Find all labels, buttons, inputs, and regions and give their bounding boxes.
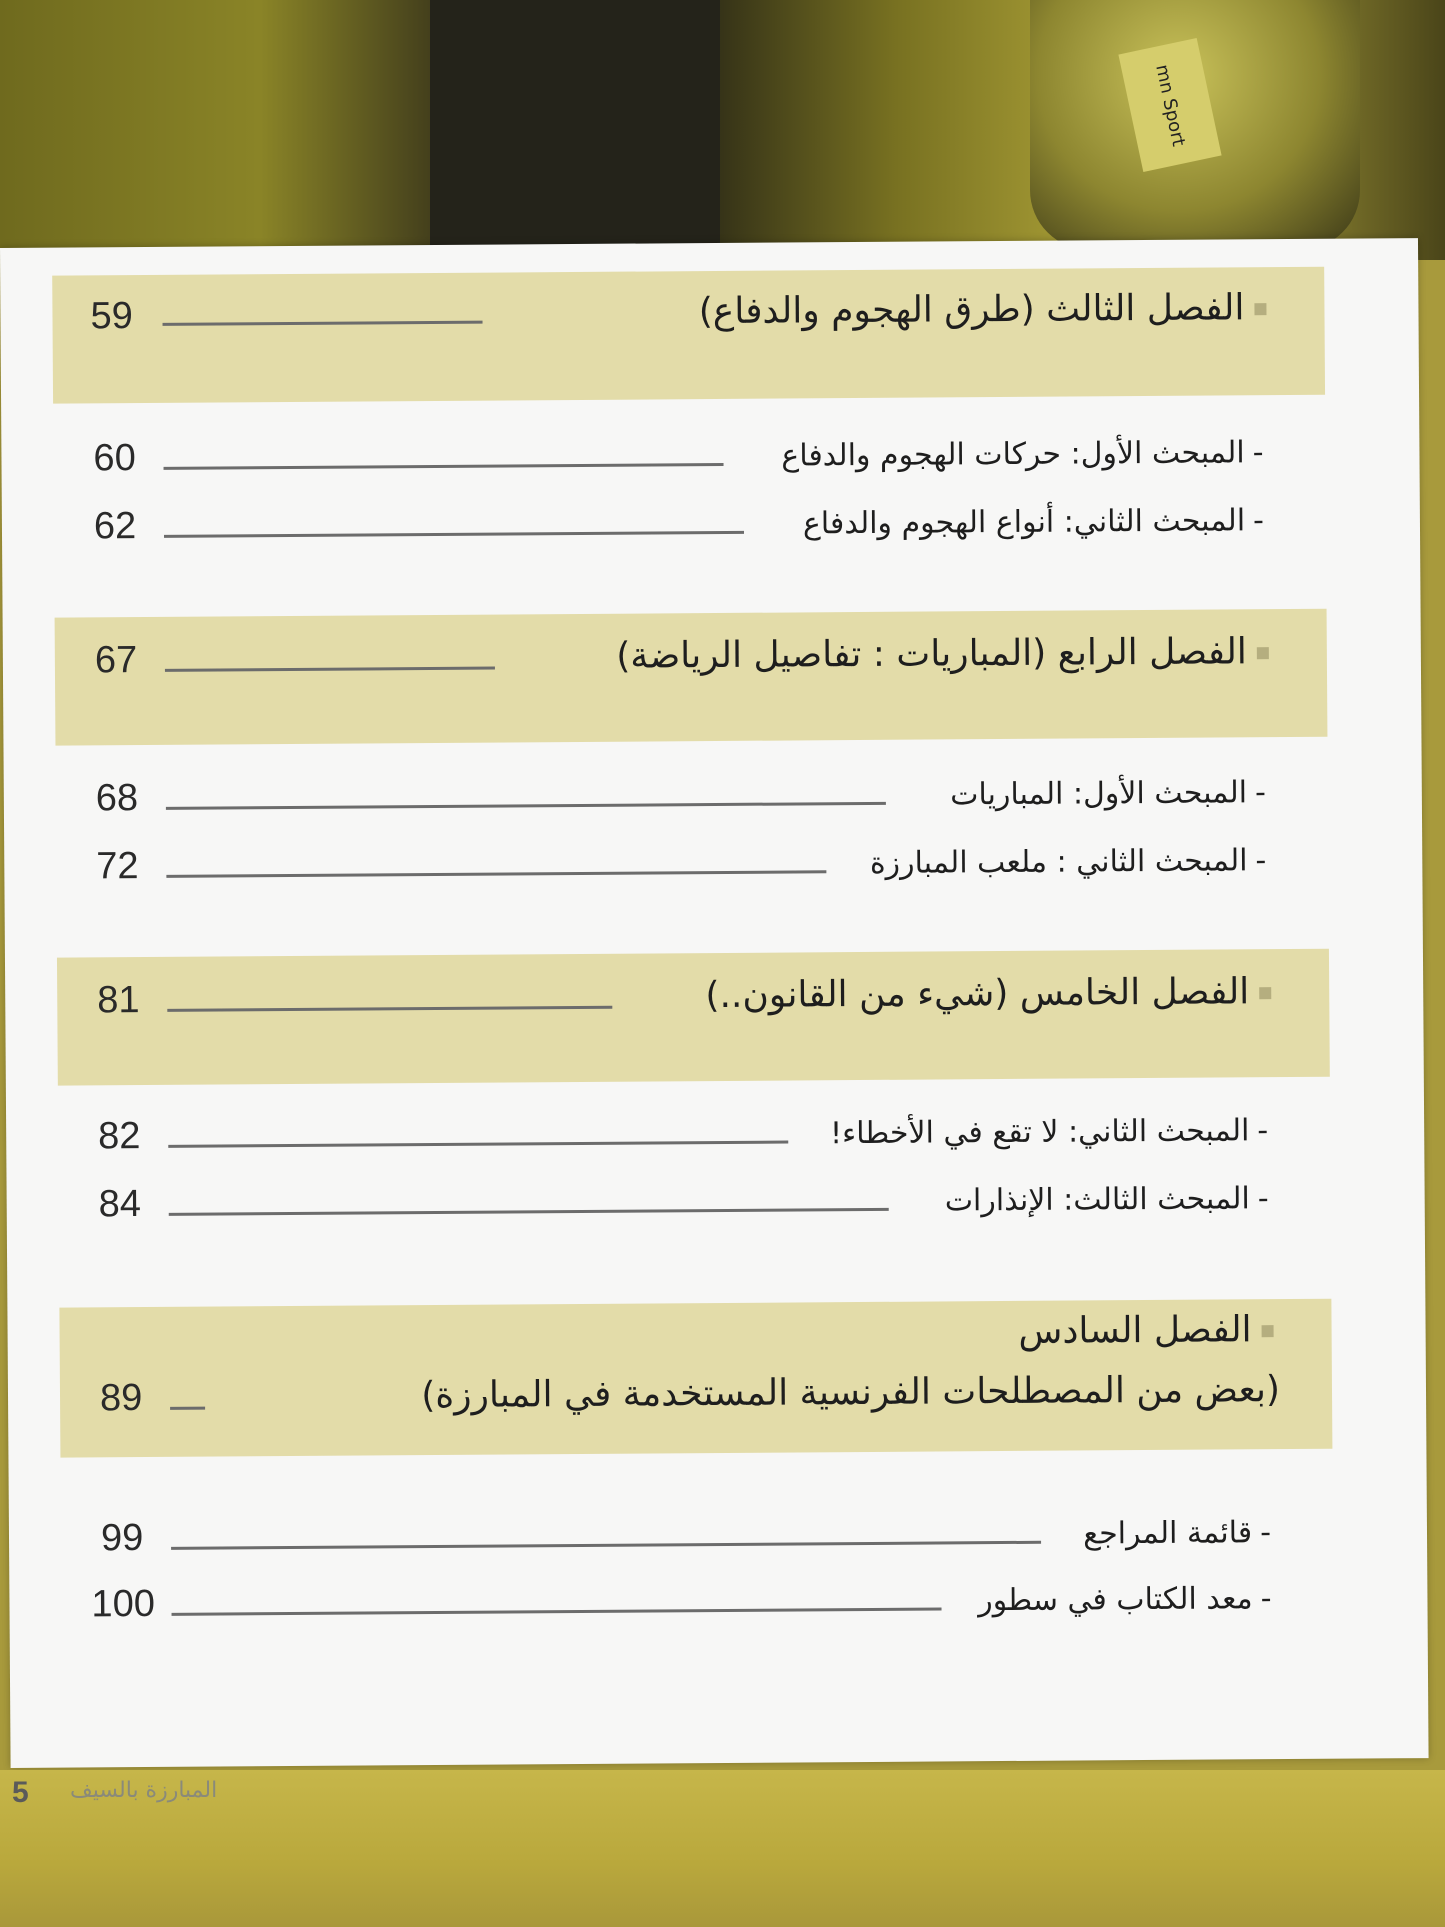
leader-line	[164, 463, 724, 470]
chapter-row[interactable]	[57, 971, 1329, 1040]
section-label: -المبحث الثالث: الإنذارات	[944, 1181, 1269, 1219]
section-row[interactable]	[59, 1175, 1331, 1244]
page-number: 99	[100, 1517, 144, 1560]
section-row[interactable]	[61, 1575, 1333, 1644]
section-row[interactable]	[56, 769, 1328, 838]
leader-line	[167, 1006, 612, 1012]
leader-line	[172, 1607, 942, 1615]
leader-line	[171, 1541, 1041, 1550]
leader-line	[169, 1208, 889, 1216]
section-row[interactable]	[58, 1107, 1330, 1176]
leader-line	[170, 1407, 205, 1410]
leader-line	[164, 531, 744, 538]
section-row[interactable]	[54, 497, 1326, 566]
square-bullet-icon	[1254, 303, 1266, 315]
chapter-subtitle-row[interactable]	[60, 1369, 1332, 1438]
footer-page-number: 5	[12, 1776, 29, 1809]
section-label: -المبحث الثاني: أنواع الهجوم والدفاع	[802, 503, 1265, 542]
section-row[interactable]	[61, 1509, 1333, 1578]
page-number: 82	[98, 1115, 141, 1158]
page-number: 84	[98, 1183, 142, 1226]
section-label: -قائمة المراجع	[1083, 1515, 1272, 1552]
square-bullet-icon	[1259, 987, 1271, 999]
page-number: 59	[90, 295, 133, 338]
chapter-row[interactable]	[55, 631, 1327, 700]
square-bullet-icon	[1262, 1325, 1274, 1337]
square-bullet-icon	[1257, 647, 1269, 659]
footer-book-title: المبارزة بالسيف	[70, 1778, 218, 1803]
chapter-row[interactable]	[52, 287, 1324, 356]
cover-photo-strip	[0, 0, 1445, 260]
section-row[interactable]	[53, 429, 1325, 498]
table-of-contents-page	[0, 238, 1429, 1768]
section-label: -المبحث الثاني : ملعب المبارزة	[869, 843, 1267, 881]
page-number: 72	[96, 845, 139, 888]
chapter-row[interactable]	[59, 1309, 1331, 1378]
chapter-title: الفصل الرابع (المباريات : تفاصيل الرياضة)	[616, 631, 1269, 677]
chapter-title: الفصل الخامس (شيء من القانون..)	[705, 971, 1271, 1016]
chapter-title: الفصل السادس	[1018, 1309, 1273, 1352]
page-footer	[0, 1756, 1445, 1816]
section-label: -معد الكتاب في سطور	[978, 1581, 1272, 1619]
page-number: 100	[91, 1582, 156, 1626]
mask-label: mn Sport	[1118, 38, 1221, 172]
photo-dark-area	[430, 0, 720, 250]
page-number: 89	[99, 1377, 143, 1420]
chapter-title: الفصل الثالث (طرق الهجوم والدفاع)	[699, 287, 1267, 332]
leader-line	[166, 802, 886, 810]
leader-line	[168, 1141, 788, 1148]
page-number: 60	[93, 437, 136, 480]
chapter-subtitle: (بعض من المصطلحات الفرنسية المستخدمة في المبارزة)	[421, 1369, 1281, 1417]
section-row[interactable]	[56, 837, 1328, 906]
page-number: 81	[97, 979, 140, 1022]
page-number: 68	[95, 777, 139, 820]
section-label: -المبحث الأول: حركات الهجوم والدفاع	[781, 435, 1264, 474]
page-number: 62	[93, 505, 137, 548]
section-label: -المبحث الأول: المباريات	[950, 775, 1266, 813]
page-number: 67	[94, 639, 138, 682]
leader-line	[165, 667, 495, 672]
leader-line	[166, 870, 826, 878]
leader-line	[163, 321, 483, 326]
section-label: -المبحث الثاني: لا تقع في الأخطاء!	[829, 1113, 1269, 1152]
